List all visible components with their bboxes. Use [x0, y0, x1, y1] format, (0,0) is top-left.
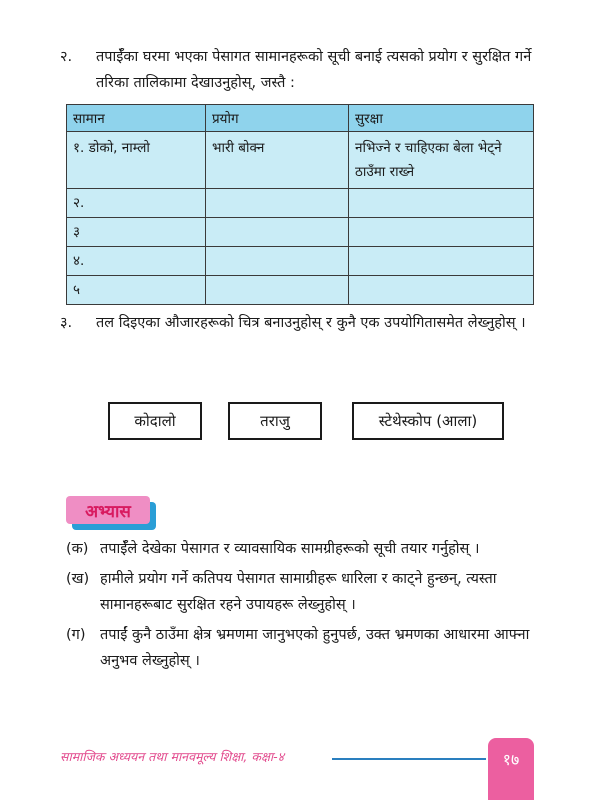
table-row — [67, 189, 534, 218]
table-cell: २. — [67, 189, 206, 218]
table-cell — [206, 276, 349, 305]
question-2 — [60, 44, 546, 96]
table-cell — [206, 247, 349, 276]
table-cell: ४. — [67, 247, 206, 276]
list-item — [66, 622, 546, 674]
table-header-row — [67, 105, 534, 132]
header-safety: सुरक्षा — [349, 105, 534, 132]
table-cell — [349, 247, 534, 276]
table-cell — [206, 218, 349, 247]
table-cell: ३ — [67, 218, 206, 247]
table-row — [67, 276, 534, 305]
table-cell — [349, 276, 534, 305]
list-item — [66, 536, 546, 562]
tool-box-scale: तराजु — [228, 402, 322, 440]
question-3 — [60, 310, 546, 336]
header-item: सामान — [67, 105, 206, 132]
tool-box-spade: कोदालो — [108, 402, 202, 440]
table-row — [67, 247, 534, 276]
table-cell: भारी बोक्न — [206, 132, 349, 189]
item-label: (ग) — [66, 627, 86, 643]
item-text: तपाईँले देखेका पेसागत र व्यावसायिक सामग्रीहरूको सूची तयार गर्नुहोस् । — [100, 541, 480, 557]
equipment-table — [66, 104, 534, 305]
exercise-badge — [66, 496, 150, 524]
book-title: सामाजिक अध्ययन तथा मानवमूल्य शिक्षा, कक्षा-४ — [60, 749, 285, 764]
table-row — [67, 218, 534, 247]
question-text: तल दिइएका औजारहरूको चित्र बनाउनुहोस् र कुनै एक उपयोगितासमेत लेख्नुहोस् । — [96, 315, 526, 331]
table-row — [67, 132, 534, 189]
question-number: २. — [60, 49, 73, 65]
question-number: ३. — [60, 315, 73, 331]
table-cell: नभिज्ने र चाहिएका बेला भेट्ने ठाउँमा राख्ने — [349, 132, 534, 189]
footer-divider — [332, 758, 486, 760]
exercise-heading: अभ्यास — [66, 496, 150, 524]
table-cell — [349, 218, 534, 247]
table-cell: १. डोको, नाम्लो — [67, 132, 206, 189]
exercise-list — [66, 536, 546, 678]
list-item — [66, 566, 546, 618]
table-cell — [349, 189, 534, 218]
item-text: हामीले प्रयोग गर्ने कतिपय पेसागत सामाग्रीहरू धारिला र काट्ने हुन्छन्, त्यस्ता सामानहरूबाट सुरक्षित रहने उपायहरू लेख्नुहोस् । — [100, 571, 497, 613]
question-text: तपाईँका घरमा भएका पेसागत सामानहरूको सूची बनाई त्यसको प्रयोग र सुरक्षित गर्ने तरिका तालिकामा देखाउनुहोस्, जस्तै : — [96, 49, 532, 91]
item-text: तपाईं कुनै ठाउँमा क्षेत्र भ्रमणमा जानुभएको हुनुपर्छ, उक्त भ्रमणका आधारमा आफ्ना अनुभव लेख्नुहोस् । — [100, 627, 530, 669]
table-cell: ५ — [67, 276, 206, 305]
tool-box-stethoscope: स्टेथेस्कोप (आला) — [352, 402, 504, 440]
table-cell — [206, 189, 349, 218]
item-label: (ख) — [66, 571, 90, 587]
page-number: १७ — [502, 750, 520, 769]
page-number-tab — [488, 738, 534, 800]
item-label: (क) — [66, 541, 89, 557]
header-use: प्रयोग — [206, 105, 349, 132]
